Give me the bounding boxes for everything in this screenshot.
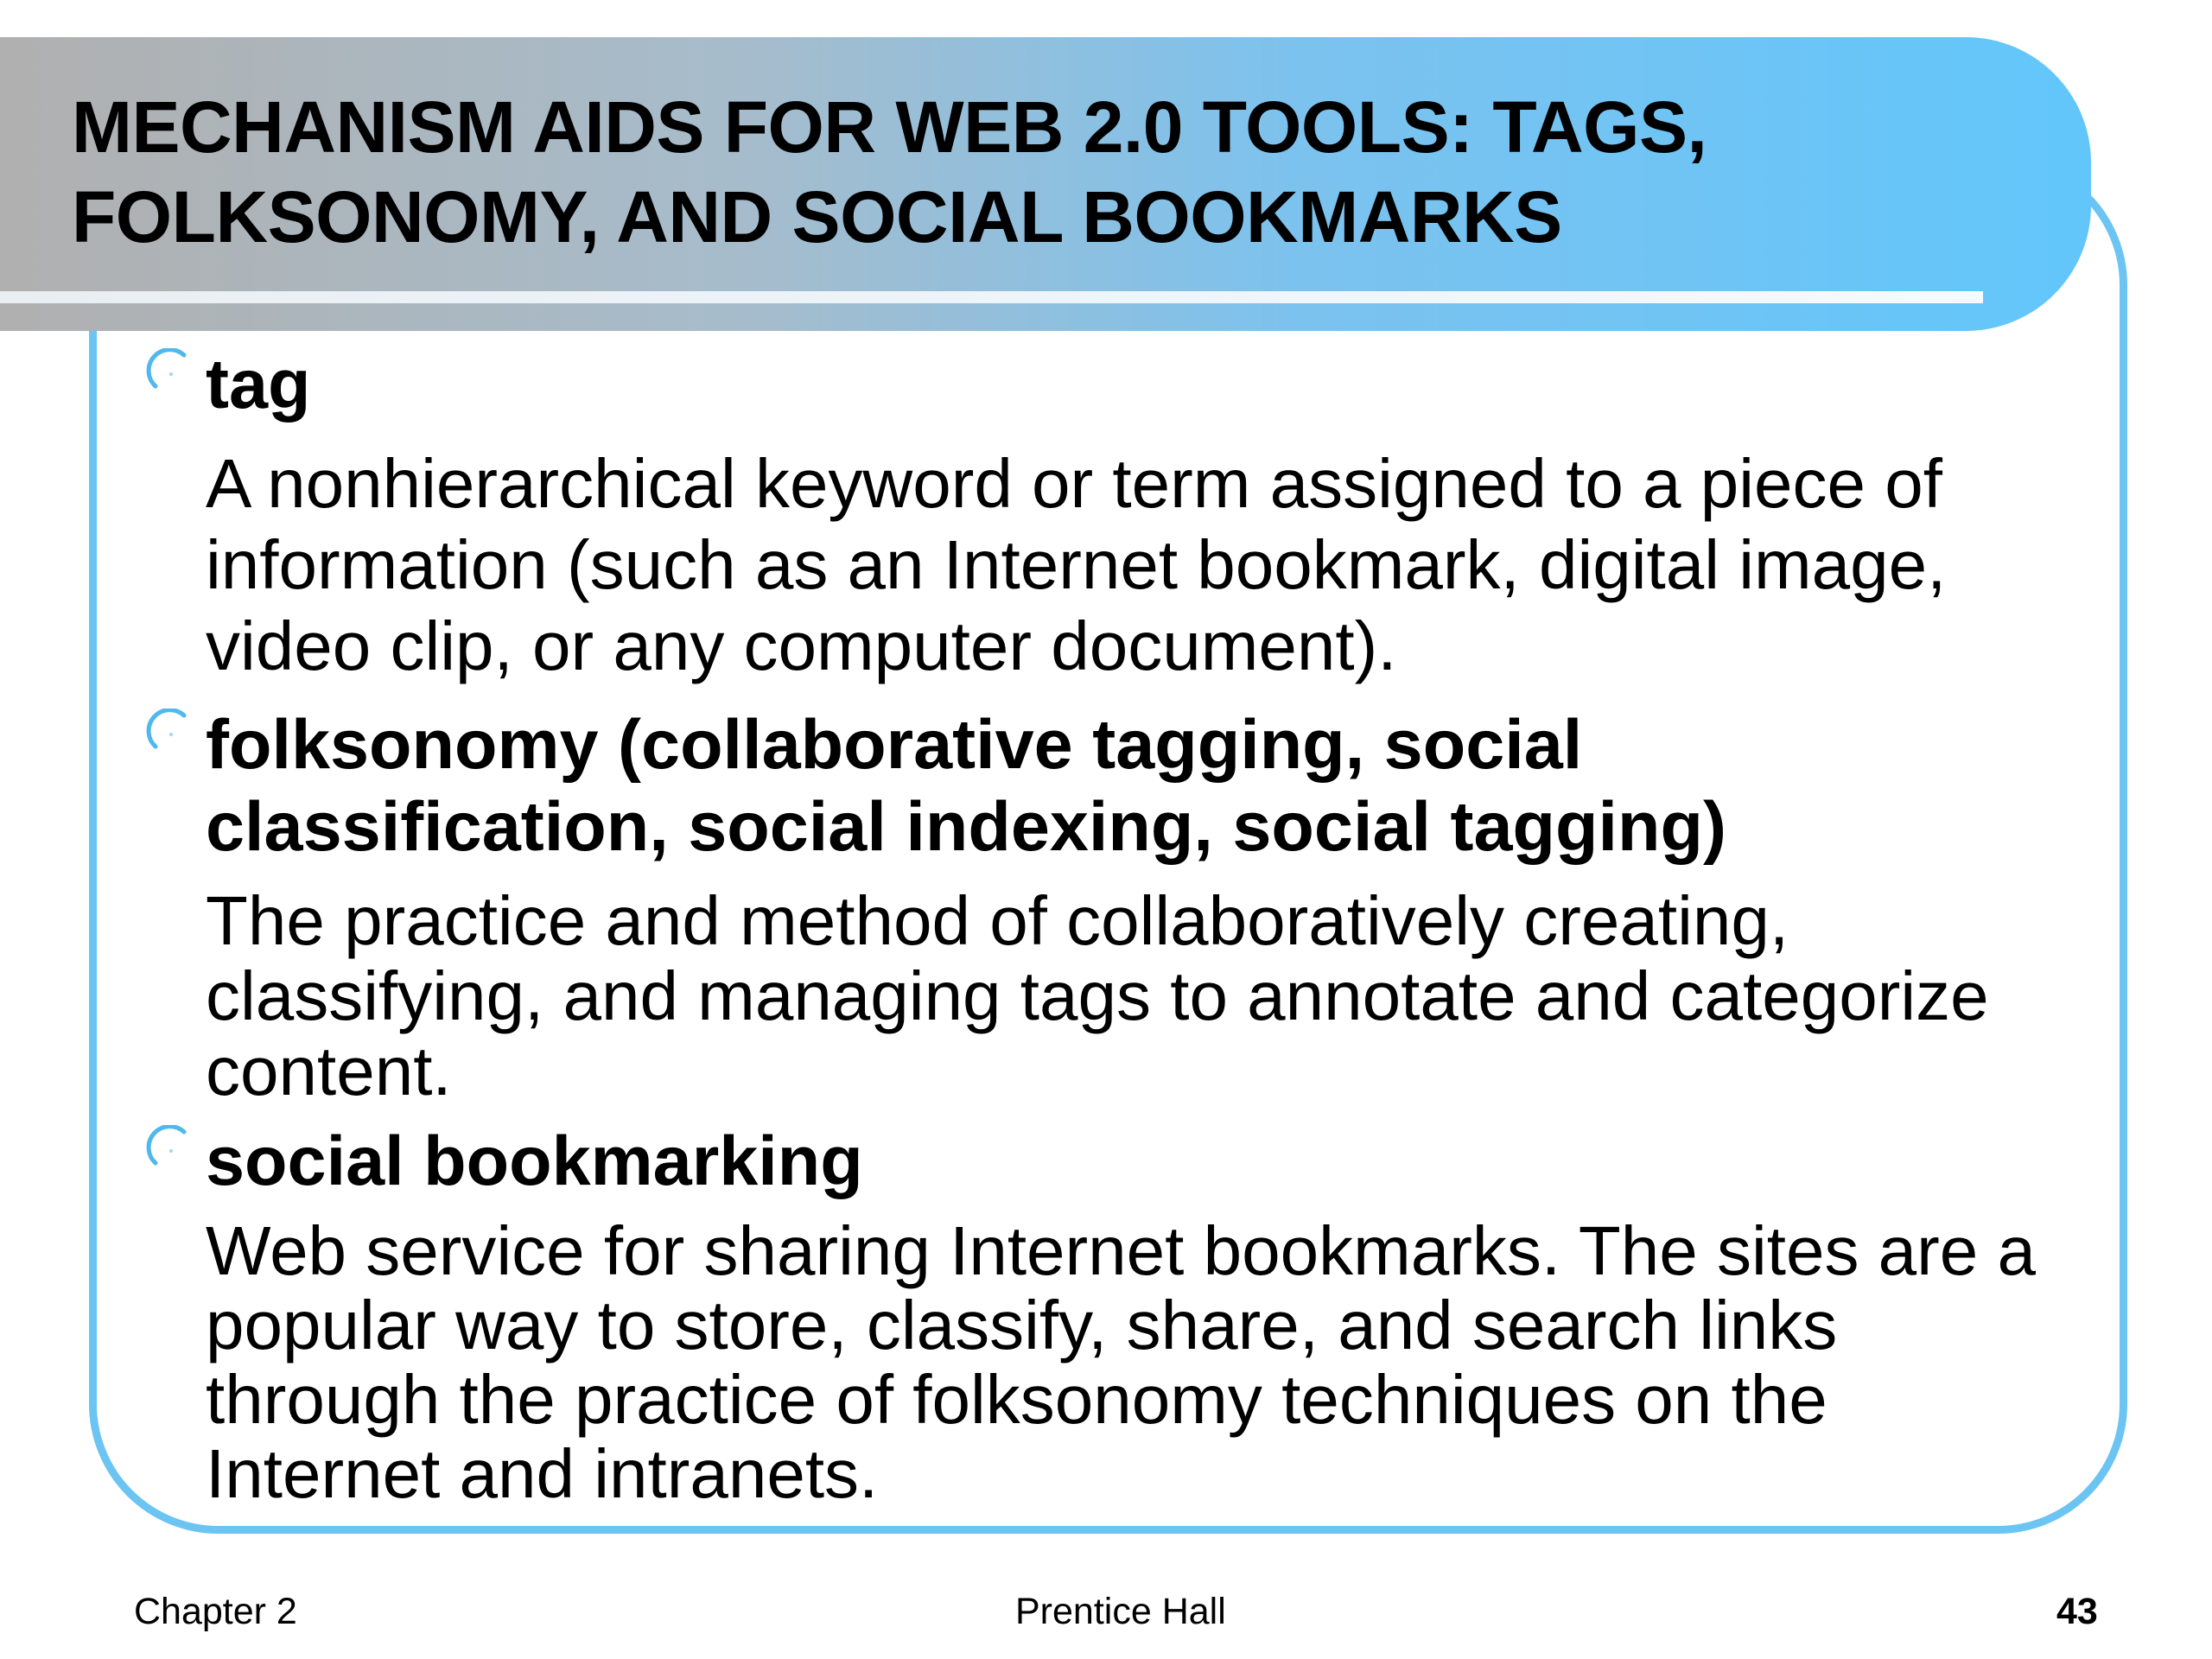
footer-publisher: Prentice Hall	[1015, 1591, 1226, 1632]
arc-bullet-icon	[145, 709, 188, 752]
term-folksonomy: folksonomy (collaborative tagging, social classification, social indexing, social tagging)	[206, 706, 1726, 866]
term-tag: tag	[206, 346, 311, 423]
definition-tag: A nonhierarchical keyword or term assigned to a piece of information (such as an Internet bookmark, digital image, video clip, or any computer document).	[206, 445, 1947, 684]
definition-social-bookmarking: Web service for sharing Internet bookmarks. The sites are a popular way to store, classify, share, and search links through the practice of folksonomy techniques on the Internet and intranets.	[206, 1212, 2037, 1512]
term-social-bookmarking: social bookmarking	[206, 1122, 863, 1200]
arc-bullet-icon	[145, 1125, 188, 1168]
slide-title: MECHANISM AIDS FOR WEB 2.0 TOOLS: TAGS, FOLKSONOMY, AND SOCIAL BOOKMARKS	[72, 86, 1707, 257]
definition-folksonomy: The practice and method of collaboratively creating, classifying, and managing tags to annotate and categorize content.	[206, 882, 1989, 1109]
footer-chapter: Chapter 2	[134, 1591, 297, 1632]
footer-page-number: 43	[2056, 1591, 2098, 1632]
arc-bullet-icon	[145, 348, 188, 391]
